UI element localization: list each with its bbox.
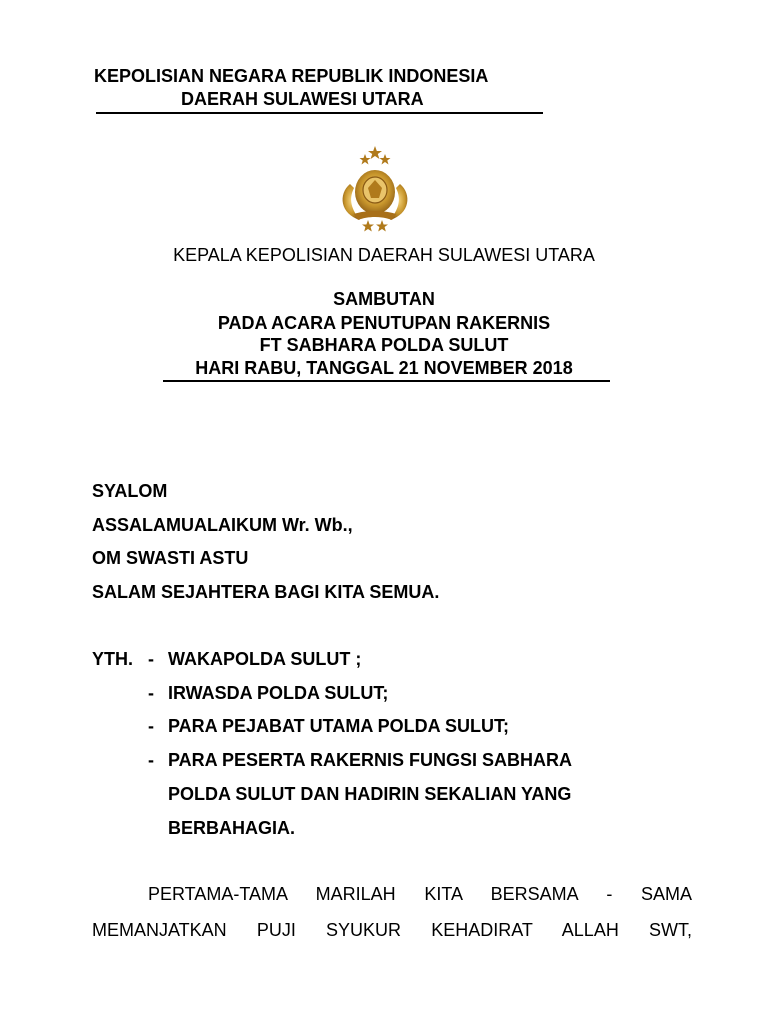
header-line-1: KEPOLISIAN NEGARA REPUBLIK INDONESIA: [94, 66, 489, 86]
yth-item: PARA PEJABAT UTAMA POLDA SULUT;: [168, 716, 509, 736]
yth-item: WAKAPOLDA SULUT ;: [168, 649, 362, 669]
yth-continuation: POLDA SULUT DAN HADIRIN SEKALIAN YANG: [168, 784, 572, 804]
greeting-line: SALAM SEJAHTERA BAGI KITA SEMUA.: [92, 582, 440, 602]
yth-item: IRWASDA POLDA SULUT;: [168, 683, 389, 703]
yth-dash: -: [148, 649, 154, 669]
paragraph-line: MEMANJATKAN PUJI SYUKUR KEHADIRAT ALLAH SWT,: [92, 920, 692, 940]
yth-continuation: BERBAHAGIA.: [168, 818, 296, 838]
yth-item: PARA PESERTA RAKERNIS FUNGSI SABHARA: [168, 750, 573, 770]
yth-dash: -: [148, 716, 154, 736]
title-line-2: PADA ACARA PENUTUPAN RAKERNIS: [217, 313, 551, 333]
title-line-1: SAMBUTAN: [333, 289, 435, 309]
header-line-2: DAERAH SULAWESI UTARA: [181, 89, 424, 109]
greeting-line: ASSALAMUALAIKUM Wr. Wb.,: [92, 515, 353, 535]
police-emblem-icon: [330, 144, 420, 234]
header-underline: [96, 112, 543, 114]
title-line-3: FT SABHARA POLDA SULUT: [259, 335, 509, 355]
yth-dash: -: [148, 683, 154, 703]
title-underline: [163, 380, 610, 382]
opening-paragraph: [92, 876, 692, 948]
yth-label: YTH.: [92, 649, 134, 669]
kepala-title: KEPALA KEPOLISIAN DAERAH SULAWESI UTARA: [173, 245, 595, 265]
yth-dash: -: [148, 750, 154, 770]
title-line-4: HARI RABU, TANGGAL 21 NOVEMBER 2018: [195, 358, 573, 378]
paragraph-line: PERTAMA-TAMA MARILAH KITA BERSAMA - SAMA: [148, 884, 692, 904]
greeting-line: SYALOM: [92, 481, 168, 501]
greeting-line: OM SWASTI ASTU: [92, 548, 249, 568]
